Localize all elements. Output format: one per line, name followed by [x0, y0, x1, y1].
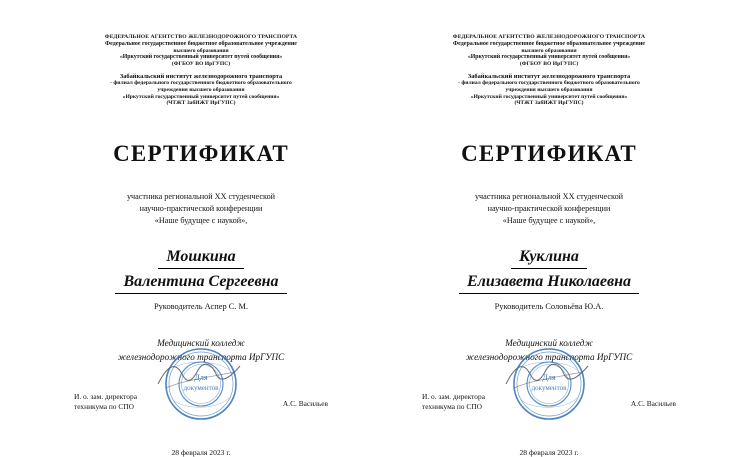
signer-name: А.С. Васильев — [630, 399, 676, 409]
header-line-4: «Иркутский государственный университет путей сообщения» — [467, 54, 631, 61]
institute-line-3: учреждения высшего образования — [505, 87, 593, 94]
college-line-2: железнодорожного транспорта ИрГУПС — [465, 351, 633, 362]
supervisor-line: Руководитель Аспер С. М. — [153, 301, 249, 311]
institute-line-5: (ЧТЖТ ЗабИЖТ ИрГУПС) — [514, 100, 584, 107]
svg-text:Для: Для — [542, 373, 556, 382]
certificate-card — [384, 28, 714, 457]
college-line-2: железнодорожного транспорта ИрГУПС — [117, 351, 285, 362]
header-line-2: Федеральное государственное бюджетное образовательное учреждение — [105, 40, 297, 47]
signer-role — [422, 392, 485, 412]
header-line-3: высшего образования — [173, 47, 229, 54]
institute-header — [52, 73, 350, 108]
signer-role-line-1: И. о. зам. директора — [422, 392, 485, 402]
certificate-subtitle — [52, 191, 350, 227]
institute-header — [400, 73, 698, 108]
certificate-card — [36, 28, 366, 457]
header-line-5: (ФГБОУ ВО ИрГУПС) — [519, 61, 579, 68]
institute-line-1: Забайкальский институт железнодорожного транспорта — [119, 72, 283, 80]
header-line-2: Федеральное государственное бюджетное образовательное учреждение — [453, 40, 645, 47]
signature-row — [400, 392, 698, 412]
ministry-header — [52, 34, 350, 68]
institute-line-5: (ЧТЖТ ЗабИЖТ ИрГУПС) — [166, 100, 236, 107]
institute-line-2: - филиал федерального государственного бюджетного образовательного — [110, 80, 292, 87]
subtitle-line-2: научно-практической конференции — [139, 204, 263, 214]
institute-line-4: «Иркутский государственный университет путей сообщения» — [470, 93, 628, 100]
signature-row — [52, 392, 350, 412]
signer-role-line-2: техникума по СПО — [422, 402, 482, 412]
header-line-1: ФЕДЕРАЛЬНОЕ АГЕНТСТВО ЖЕЛЕЗНОДОРОЖНОГО ТРАНСПОРТА — [452, 34, 646, 40]
certificate-title: СЕРТИФИКАТ — [113, 141, 289, 167]
certificate-title: СЕРТИФИКАТ — [461, 141, 637, 167]
subtitle-line-2: научно-практической конференции — [487, 204, 611, 214]
college-block — [52, 337, 350, 365]
svg-text:Для: Для — [194, 373, 208, 382]
college-line-1: Медицинский колледж — [157, 337, 245, 348]
svg-text:документов: документов — [531, 384, 567, 392]
institute-line-4: «Иркутский государственный университет путей сообщения» — [122, 93, 280, 100]
recipient-name-block — [400, 247, 698, 294]
issue-date: 28 февраля 2023 г. — [519, 448, 579, 457]
recipient-given-name: Елизавета Николаевна — [459, 272, 639, 294]
subtitle-line-1: участника региональной XX студенческой — [474, 192, 624, 202]
institute-line-3: учреждения высшего образования — [157, 87, 245, 94]
recipient-given-name: Валентина Сергеевна — [115, 272, 286, 294]
institute-line-2: - филиал федерального государственного бюджетного образовательного — [458, 80, 640, 87]
header-line-3: высшего образования — [521, 47, 577, 54]
ministry-header — [400, 34, 698, 68]
institute-line-1: Забайкальский институт железнодорожного транспорта — [467, 72, 631, 80]
signer-role-line-2: техникума по СПО — [74, 402, 134, 412]
college-block — [400, 337, 698, 365]
signer-role — [74, 392, 137, 412]
signer-role-line-1: И. о. зам. директора — [74, 392, 137, 402]
subtitle-line-3: «Наше будущее с наукой», — [154, 215, 248, 225]
signer-name: А.С. Васильев — [282, 399, 328, 409]
header-line-1: ФЕДЕРАЛЬНОЕ АГЕНТСТВО ЖЕЛЕЗНОДОРОЖНОГО ТРАНСПОРТА — [104, 34, 298, 40]
college-line-1: Медицинский колледж — [505, 337, 593, 348]
issue-date: 28 февраля 2023 г. — [171, 448, 231, 457]
certificate-subtitle — [400, 191, 698, 227]
recipient-name-block — [52, 247, 350, 294]
svg-text:документов: документов — [183, 384, 219, 392]
header-line-5: (ФГБОУ ВО ИрГУПС) — [171, 61, 231, 68]
recipient-surname: Мошкина — [158, 247, 243, 269]
header-line-4: «Иркутский государственный университет путей сообщения» — [119, 54, 283, 61]
subtitle-line-3: «Наше будущее с наукой», — [502, 215, 596, 225]
supervisor-line: Руководитель Соловьёва Ю.А. — [494, 301, 604, 311]
recipient-surname: Куклина — [511, 247, 587, 269]
subtitle-line-1: участника региональной XX студенческой — [126, 192, 276, 202]
